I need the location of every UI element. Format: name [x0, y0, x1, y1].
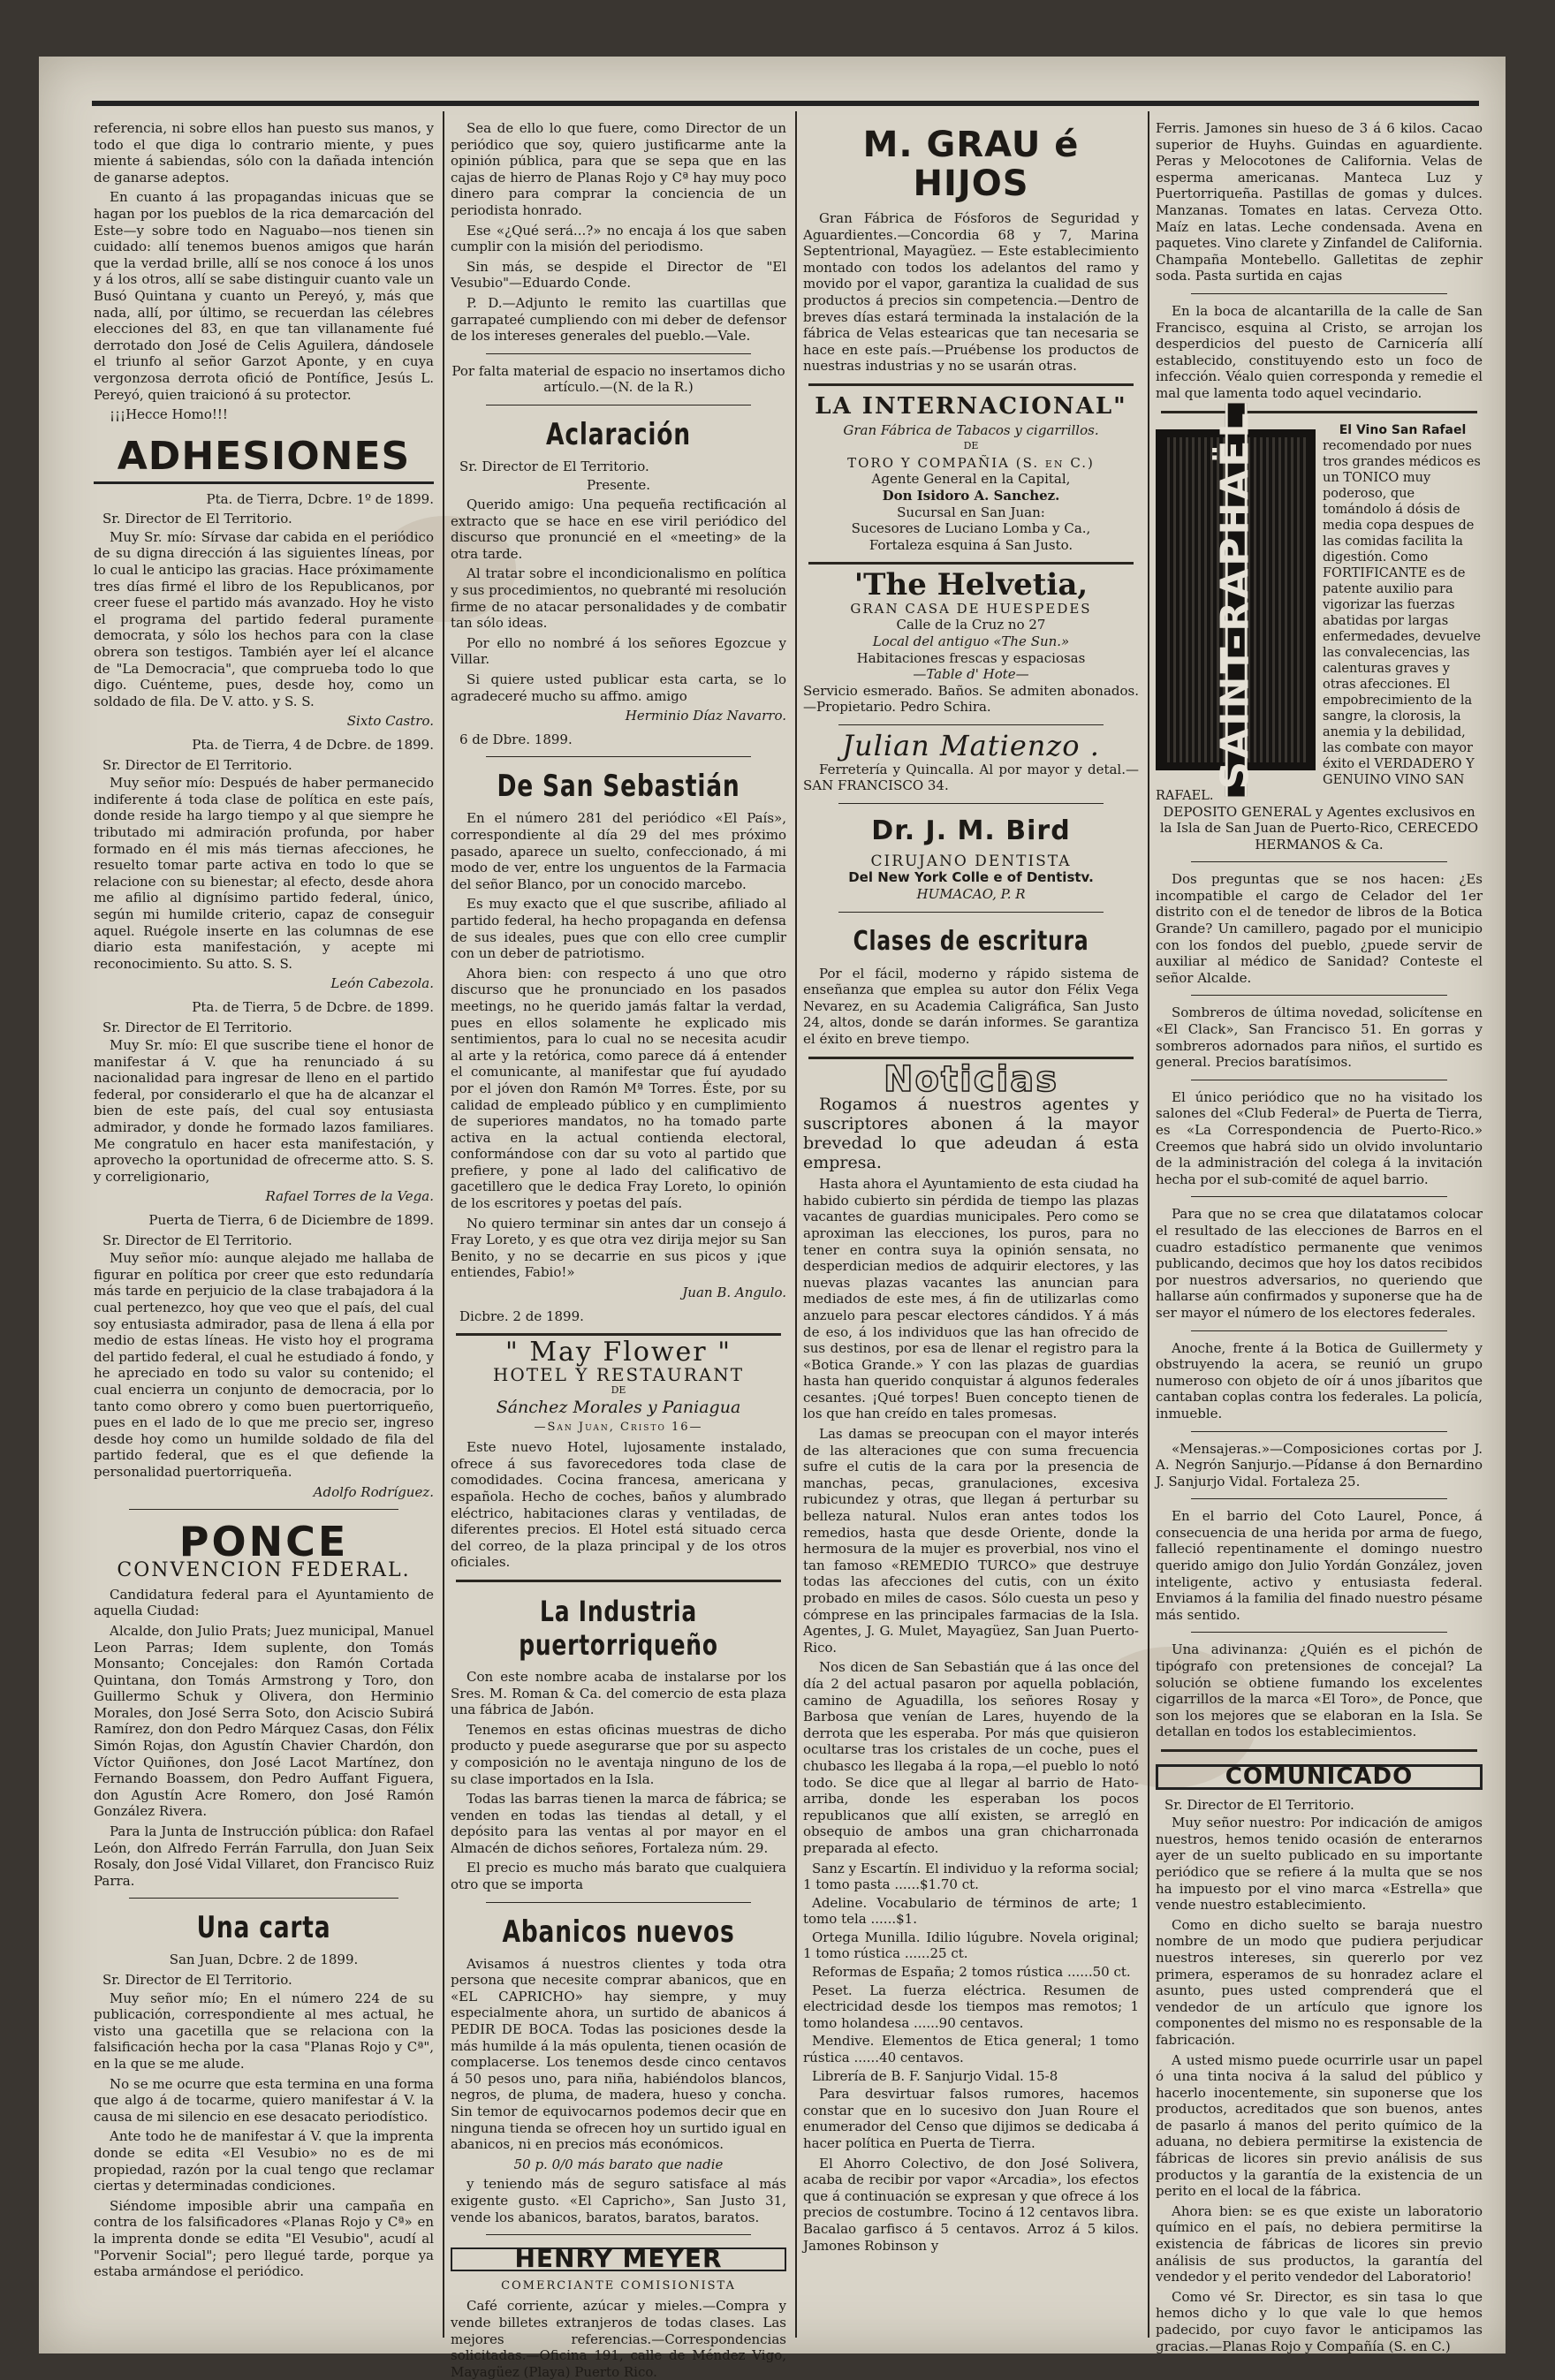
- separator: [1191, 1330, 1447, 1331]
- letter-body: Siéndome imposible abrir una campaña en contra de los falsificadores «Planas Rojo y Cª» en la imprenta donde se edita "El Vesubio", acudí al "Porvenir Social"; pero llegué tarde, porque ya estaba armándose el periódico.: [94, 2197, 434, 2280]
- ponce-subheading: CONVENCION FEDERAL.: [117, 1559, 411, 1582]
- letter-body: No se me ocurre que esta termina en una forma que algo á de tocarme, quiero manifestar á V. la causa de mi silencio en ese desacato periodístico.: [94, 2075, 434, 2125]
- internacional-ad: [803, 422, 1139, 554]
- meyer-heading: HENRY MEYER: [451, 2247, 786, 2271]
- letter-addressee: Sr. Director de El Territorio.: [102, 511, 292, 527]
- comunicado-heading: COMUNICADO: [1156, 1764, 1483, 1790]
- letter-signature: Herminio Díaz Navarro.: [625, 708, 786, 724]
- separator: [129, 1509, 398, 1510]
- letter-addressee: Sr. Director de El Territorio.: [102, 1232, 292, 1248]
- newspaper-page: [39, 57, 1506, 2380]
- separator: [1191, 1498, 1447, 1499]
- separator: [456, 1580, 781, 1582]
- noticias-lead: Rogamos á nuestros agentes y suscriptores abonen á la mayor brevedad lo que adeudan á esta empresa.: [803, 1095, 1139, 1173]
- noticias-heading: Noticias: [883, 1058, 1058, 1100]
- ad-line: —Table d' Hote—: [913, 666, 1029, 683]
- letter-addressee: Sr. Director de El Territorio.: [1164, 1796, 1354, 1813]
- letter-dateline: Pta. de Tierra, Dcbre. 1º de 1899.: [206, 490, 434, 507]
- letter-presente: Presente.: [586, 476, 651, 493]
- ad-line: Local del antiguo «The Sun.»: [872, 633, 1070, 650]
- article-paragraph: referencia, ni sobre ellos han puesto sus manos, y todo el que diga lo contrario miente, y pues miente á sabiendas, sólo con la dañada intención de ganarse adeptos.: [94, 120, 434, 186]
- ad-line: Agente General en la Capital,: [871, 471, 1071, 488]
- ad-line: GRAN CASA DE HUESPEDES: [850, 600, 1092, 617]
- bird-heading: Dr. J. M. Bird: [871, 815, 1071, 846]
- mayflower-de: DE: [611, 1384, 626, 1397]
- san-sebastian-heading: De San Sebastián: [497, 769, 740, 805]
- separator: [808, 383, 1134, 386]
- separator: [129, 1898, 398, 1899]
- news-paragraph: Nos dicen de San Sebastián que á las once del día 2 del actual pasaron por aquella población, camino de Aguadilla, los señores Rosay y Barbosa que venían de Lares, huyendo de la derrota que les esperaba. Por más que quisieron ocultarse tras los cristales de un coche, pues el chubasco les llegaba á la ropa,—el pueblo lo notó todo. Se dice que al llegar al barrio de Hato-arriba, donde les esperaban los pocos republicanos que allí existen, se arregló en obsequio de ambos una gran chicharronada preparada al efecto.: [803, 1659, 1139, 1856]
- separator: [1191, 995, 1447, 996]
- letter-body: Si quiere usted publicar esta carta, se lo agradeceré mucho su affmo. amigo: [451, 671, 786, 704]
- article-paragraph: Ese «¿Qué será...?» no encaja á los que saben cumplir con la misión del periodismo.: [451, 222, 786, 255]
- column-rule: [1148, 111, 1149, 2338]
- ad-line: Don Isidoro A. Sanchez.: [882, 487, 1060, 504]
- ad-body: El precio es mucho más barato que cualquiera otro que se importa: [451, 1860, 786, 1893]
- column-rule: [795, 111, 797, 2338]
- news-paragraph: Sombreros de última novedad, solicítense en «El Clack», San Francisco 51. En gorras y sombreros adornados para niños, el surtido es general. Precios baratísimos.: [1156, 1004, 1483, 1071]
- vino-body: recomendado por nues tros grandes médicos es un TONICO muy poderoso, que tomándolo á dósis de media copa despues de las comidas facilita la digestión. Como FORTIFICANTE es de patente auxilio para vigorizar las fuerzas abatidas por largas enfermedades, devuelve las convalecencias, las calenturas graves y otras afecciones. El empobrecimiento de la sangre, la clorosis, la anemia y la debilidad, las combate con mayor éxito el VERDADERO Y GENUINO VINO SAN RAFAEL.: [1156, 438, 1481, 803]
- letter-addressee: Sr. Director de El Territorio.: [102, 1019, 292, 1035]
- letter-date: Dicbre. 2 de 1899.: [459, 1307, 584, 1324]
- letter-body: Muy señor mío; En el número 224 de su publicación, correspondiente al mes actual, he visto una gacetilla que se relaciona con la falsificación hecha por la casa "Planas Rojo y Cª", en la que se me alude.: [94, 1990, 434, 2072]
- ad-line: Servicio esmerado. Baños. Se admiten abonados.—Propietario. Pedro Schira.: [803, 682, 1139, 716]
- deposito-line: DEPOSITO GENERAL y Agentes exclusivos en la Isla de San Juan de Puerto-Rico, CERECEDO HERMANOS & Ca.: [1159, 803, 1479, 853]
- separator: [1161, 1749, 1477, 1752]
- separator: [1191, 1196, 1447, 1197]
- column-3: [803, 120, 1139, 2336]
- ad-body: Gran Fábrica de Fósforos de Seguridad y Aguardientes.—Concordia 68 y 7, Marina Septentrional, Mayagüez. — Este establecimiento montado con todos los adelantos del ramo y movido por el vapor, garantiza la cualidad de sus productos á precios sin competencia.—Dentro de breves días estará terminada la instalación de la fábrica de Velas estearicas que tan necesaria se hace en este país.—Pruébense los productos de nuestras industrias y no se usarán otras.: [803, 210, 1139, 375]
- separator: [486, 353, 751, 354]
- ad-line: Gran Fábrica de Tabacos y cigarrillos.: [843, 421, 1099, 438]
- ad-line: HUMACAO, P. R: [916, 886, 1026, 902]
- book-listing: Adeline. Vocabulario de términos de arte; 1 tomo tela ......$1.: [803, 1894, 1139, 1928]
- meyer-subheading: COMERCIANTE COMISIONISTA: [501, 2278, 736, 2293]
- separator: [1191, 1431, 1447, 1432]
- ad-body: Por el fácil, moderno y rápido sistema de enseñanza que emplea su autor don Félix Vega Nevarez, en su Academia Caligráfica, San Justo 24, altos, donde se darán informes. Se garantiza el éxito en breve tiempo.: [803, 965, 1139, 1047]
- letter-addressee: Sr. Director de El Territorio.: [102, 1972, 292, 1988]
- news-paragraph: Dos preguntas que se nos hacen: ¿Es incompatible el cargo de Celador del 1er distrito con el de tenedor de libros de la Botica Grande? Un camillero, pagado por el municipio con los fondos del pueblo, ¿puede servir de auxiliar al médico de Sanidad? Conteste el señor Alcalde.: [1156, 871, 1483, 986]
- letter-body: Al tratar sobre el incondicionalismo en política y sus procedimientos, no quebranté mi resolución firme de no atacar personalidades y de combatir tan sólo ideas.: [451, 565, 786, 632]
- ad-body: y teniendo más de seguro satisface al más exigente gusto. «El Capricho», San Justo 31, vende los abanicos, baratos, baratos, baratos.: [451, 2176, 786, 2225]
- separator: [456, 1333, 781, 1336]
- separator: [1191, 1632, 1447, 1633]
- article-paragraph: Para la Junta de Instrucción pública: don Rafael León, don Alfredo Ferrán Farrulla, don Juan Seix Rosaly, don José Vidal Villaret, don Francisco Ruiz Parra.: [94, 1823, 434, 1889]
- letter-dateline: San Juan, Dcbre. 2 de 1899.: [169, 1952, 359, 1968]
- poster-brand-text: SAINT-RAPHAËL: [1225, 403, 1247, 796]
- letter-date: 6 de Dbre. 1899.: [459, 731, 573, 747]
- column-2: [451, 120, 786, 2380]
- letter-body: Por ello no nombré á los señores Egozcue y Villar.: [451, 634, 786, 668]
- letter-body: Muy Sr. mío: El que suscribe tiene el honor de manifestar á V. que ha renunciado á su nacionalidad para ingresar de lleno en el partido federal, por considerarlo el que ha de alcanzar el bien de este país, del cual soy entusiasta admirador, y donde he formado lazos familiares. Me congratulo en hacer esta manifestación, y aprovecho la oportunidad de ofrecerme atto. S. S. y correligionario,: [94, 1037, 434, 1185]
- news-paragraph: Para que no se crea que dilatatamos colocar el resultado de las elecciones de Barros en el cuadro estadístico permanente que venimos publicando, decimos que hoy los datos recibidos por nuestros adversarios, no queriendo que hallarse aún confirmados y suponerse que ha de ser mayor el número de los electores federales.: [1156, 1206, 1483, 1321]
- ad-body: Café corriente, azúcar y mieles.—Compra y vende billetes extranjeros de todas clases. Las mejores referencias.—Correspondencias solicitadas.—Oficina 191, calle de Méndez Vigo, Mayagüez (Playa) Puerto Rico.: [451, 2298, 786, 2380]
- abanicos-heading: Abanicos nuevos: [502, 1914, 735, 1950]
- book-listing: Librería de B. F. Sanjurjo Vidal. 15-8: [812, 2067, 1058, 2084]
- book-listing: Sanz y Escartín. El individuo y la reforma social; 1 tomo pasta ......$1.70 ct.: [803, 1860, 1139, 1893]
- letter-body: Ante todo he de manifestar á V. que la imprenta donde se edita «El Vesubio» no es de mi propiedad, razón por la cual tengo que reclamar ciertas y determinadas condiciones.: [94, 2128, 434, 2194]
- letter-addressee: Sr. Director de El Territorio.: [459, 458, 649, 474]
- ad-body: Este nuevo Hotel, lujosamente instalado, ofrece á sus favorecedores toda clase de comodidades. Cocina francesa, americana y española. Hecho de coches, baños y alumbrado eléctrico, habitaciones claras y ventiladas, de diferentes precios. El Hotel está situado cerca del correo, de la plaza principal y de los otros oficiales.: [451, 1439, 786, 1571]
- ad-body: Ferretería y Quincalla. Al por mayor y detal.—SAN FRANCISCO 34.: [803, 761, 1139, 794]
- news-paragraph: «Mensajeras.»—Composiciones cortas por J. A. Negrón Sanjurjo.—Pídanse á don Bernardino J. Sanjurjo Vidal. Fortaleza 25.: [1156, 1440, 1483, 1489]
- book-listing: Mendive. Elementos de Etica general; 1 tomo rústica ......40 centavos.: [803, 2033, 1139, 2066]
- column-1: [94, 120, 434, 2336]
- letter-body: Muy señor mío: Después de haber permanecido indiferente á toda clase de política en este país, donde reside ha largo tiempo y al que siempre he tributado mi admiración profunda, por haber formado en él mis más tiernas afecciones, he resuelto tomar parte activa en todo lo que se relacione con su bienestar; al efecto, desde ahora me afilio al dignísimo partido federal, único, según mi humilde criterio, capaz de conseguir aquel. Ruégole inserte en las columnas de ese diario esta manifestación, y acepte mi reconocimiento. Su atto. S. S.: [94, 775, 434, 972]
- column-rule: [443, 111, 444, 2338]
- letter-body: Querido amigo: Una pequeña rectificación al extracto que se hace en ese viril periódico del discurso que pronuncié en el «meeting» de la otra tarde.: [451, 496, 786, 562]
- separator: [808, 562, 1134, 565]
- mayflower-title: " May Flower ": [504, 1337, 732, 1368]
- letter-signature: Rafael Torres de la Vega.: [265, 1188, 434, 1205]
- letter-body: Ahora bien: se es que existe un laboratorio químico en el país, no debiera permitirse la existencia de fábricas de licores sin previo análisis de sus productos, la garantía del vendedor y el perito vendedor del Laboratorio!: [1156, 2202, 1483, 2285]
- vino-san-rafael-ad: [1156, 410, 1483, 804]
- letter-body: Muy señor nuestro: Por indicación de amigos nuestros, hemos tenido ocasión de enterarnos ayer de un suelto publicado en su importante periódico que se refiere á la multa que se nos ha impuesto por el vino marca «Estrella» que vende nuestro establecimiento.: [1156, 1815, 1483, 1914]
- mayflower-subtitle: HOTEL Y RESTAURANT: [492, 1363, 745, 1385]
- article-paragraph: No quiero terminar sin antes dar un consejo á Fray Loreto, y es que otra vez dirija mejor su San Benito, y no se decarrie en sus picos y ¡que entiendes, Fabio!»: [451, 1215, 786, 1281]
- adhesiones-heading: ADHESIONES: [94, 436, 434, 484]
- article-paragraph: Sin más, se despide el Director de "El Vesubio"—Eduardo Conde.: [451, 258, 786, 292]
- letter-signature: Adolfo Rodríguez.: [313, 1483, 434, 1500]
- internacional-heading: LA INTERNACIONAL": [815, 392, 1127, 420]
- ad-line: Sucesores de Luciano Lomba y Ca.,: [851, 520, 1091, 537]
- editor-note: Por falta material de espacio no insertamos dicho artículo.—(N. de la R.): [451, 362, 785, 396]
- letter-body: Como vé Sr. Director, es sin tasa lo que hemos dicho y lo que vale lo que hemos padecido, por cuyo favor le anticipamos las gracias.—Planas Rojo y Compañía (S. en C.): [1156, 2288, 1483, 2354]
- book-listing: Reformas de España; 2 tomos rústica ......50 ct.: [812, 1964, 1131, 1981]
- ad-body: Avisamos á nuestros clientes y toda otra persona que necesite comprar abanicos, que en «EL CAPRICHO» hay siempre, y muy especialmente ahora, un surtido de abanicos á PEDIR DE BOCA. Todas las posiciones desde la más humilde á la más opulenta, tienen ocasión de complacerse. Los tenemos desde cinco centavos á 50 pesos uno, para niña, habiéndolos blancos, negros, de pluma, de madera, hueso y concha. Sin temor de equivocarnos podemos decir que en ninguna tienda se ofrecen hoy un surtido igual en abanicos, ni en precios más económicos.: [451, 1955, 786, 2153]
- grau-heading: M. GRAU é HIJOS: [862, 125, 1080, 204]
- letter-dateline: Puerta de Tierra, 6 de Diciembre de 1899.: [148, 1212, 434, 1229]
- letter-body: Muy señor mío: aunque alejado me hallaba de figurar en política por creer que esto redundaría más tarde en perjuicio de la clase trabajadora á la cual pertenezco, hoy que veo que el país, del cual soy entusiasta admirador, pasa de llena á ella por medio de estas líneas. He visto hoy el programa del partido federal, el cual he estudiado á fondo, y he apreciado en todo su valor su contenido; el cual encierra un conjunto de democracia, por lo tanto como obrero y como buen puertorriqueño, pues en el lado de lo que me precio ser, ingreso desde hoy como un humilde soldado de fila del partido federal, que es el que defiende la personalidad puertorriqueña.: [94, 1250, 434, 1480]
- news-paragraph: El Ahorro Colectivo, de don José Solivera, acaba de recibir por vapor «Arcadia», los efectos que á continuación se expresan y que ofrece á los precios de costumbre. Tocino á 12 centavos libra. Bacalao garfisco á 5 centavos. Arroz á 5 kilos. Jamones Robinson y: [803, 2155, 1139, 2254]
- column-4: [1156, 120, 1483, 2354]
- news-paragraph: Anoche, frente á la Botica de Guillermety y obstruyendo la acera, se reunió un grupo numeroso con objeto de oír á unos jíbaritos que cantaban coplas contra los federales. La policía, inmueble.: [1156, 1339, 1483, 1421]
- letter-addressee: Sr. Director de El Territorio.: [102, 756, 292, 773]
- letter-signature: León Cabezola.: [330, 975, 434, 992]
- industria-heading: La Industria puertorriqueño: [519, 1594, 718, 1662]
- separator: [838, 912, 1104, 913]
- article-paragraph: En cuanto á las propagandas inicuas que se hagan por los pueblos de la rica demarcación del Este—y sobre todo en Naguabo—nos tienen sin cuidado: allí tenemos buenos amigos que harán que la verdad brille, allí se nos conoce á los unos y á los otros, allí se sabe distinguir cuanto vale un Busó Quintana y cuanto un Pereyó, y, más que nada, allí, por último, se recuerdan las célebres elecciones del 83, en que tan villanamente fué derrotado don José de Celis Aguilera, dándosele el triunfo al señor Garzot Aponte, y en cuya vergonzosa derrota ofició de Pontífice, Jesús L. Pereyó, quien traicionó á su protector.: [94, 189, 434, 403]
- letter-signature: Juan B. Angulo.: [682, 1285, 786, 1301]
- ad-line: DE: [963, 440, 979, 452]
- article-paragraph: En el número 281 del periódico «El País», correspondiente al día 29 del mes próximo pasado, aparece un suelto, confeccionado, á mi modo de ver, entre los unguentos de la Farmacia del señor Blanco, por un conocido marcebo.: [451, 810, 786, 892]
- ad-body: Tenemos en estas oficinas muestras de dicho producto y puede asegurarse que por su aspecto y composición no le aventaja ninguno de los de su clase importados en la Isla.: [451, 1721, 786, 1787]
- separator: [1191, 293, 1447, 294]
- news-paragraph: Ferris. Jamones sin hueso de 3 á 6 kilos. Cacao superior de Huyhs. Guindas en aguardiente. Peras y Melocotones de California. Velas de esperma americanas. Manteca Luz y Puertorriqueña. Pastillas de gomas y dulces. Manzanas. Tomates en latas. Cerveza Otto. Maíz en latas. Leche condensada. Avena en paquetes. Vino clarete y Zinfandel de California. Champaña Montebello. Galletitas de zephir soda. Pasta surtida en cajas: [1156, 120, 1483, 284]
- ad-tagline: 50 p. 0/0 más barato que nadie: [513, 2156, 724, 2172]
- top-rule: [92, 101, 1479, 106]
- article-paragraph: Alcalde, don Julio Prats; Juez municipal, Manuel Leon Parras; Idem suplente, don Tomás Monsanto; Concejales: don Ramón Cortada Quintana, don Tomás Armstrong y Toro, don Guillermo Schuk y Olivera, don Herminio Morales, don José Serra Soto, don Aciscio Subirá Ramírez, don don Pedro Márquez Casas, don Félix Simón Rojas, don Agustín Chavier Chardón, don Víctor Quiñones, don José Lacot Martínez, don Fernando Boassem, don Pedro Auffant Figuera, don Agustín Acre Romero, don José Ramón González Rivera.: [94, 1622, 434, 1820]
- clases-heading: Clases de escritura: [853, 925, 1089, 957]
- separator: [1161, 411, 1477, 413]
- news-paragraph: El único periódico que no ha visitado los salones del «Club Federal» de Puerta de Tierra, es «La Correspondencia de Puerto-Rico.» Creemos que habrá sido un olvido involuntario de la administración del colega á la invitación hecha por el sub-comité de aquel barrio.: [1156, 1088, 1483, 1187]
- news-paragraph: En el barrio del Coto Laurel, Ponce, á consecuencia de una herida por arma de fuego, falleció repentinamente el domingo nuestro querido amigo don Julio Yordán González, joven inteligente, activo y entusiasta federal. Enviamos á la familia del finado nuestro pésame más sentido.: [1156, 1508, 1483, 1623]
- news-paragraph: Una adivinanza: ¿Quién es el pichón de tipógrafo con pretensiones de concejal? La solución se obtiene fumando los excelentes cigarrillos de la marca «El Toro», de Ponce, que son los mejores que se elaboran en la Isla. Se detallan en todos los establecimientos.: [1156, 1641, 1483, 1740]
- separator: [486, 405, 751, 406]
- carta-heading: Una carta: [196, 1910, 331, 1946]
- ad-line: Habitaciones frescas y espaciosas: [856, 649, 1086, 666]
- aclaracion-heading: Aclaración: [546, 416, 691, 452]
- separator: [1191, 861, 1447, 862]
- separator: [838, 803, 1104, 804]
- helvetia-ad: [803, 601, 1139, 716]
- letter-body: Muy Sr. mío: Sírvase dar cabida en el periódico de su digna dirección á las siguientes líneas, por lo cual le anticipo las gracias. Hace próximamente tres días firmé el libro de los Republicanos, por creer fuese el partido más avanzado. Hoy he visto el programa del partido federal puramente democrata, y sólo los hechos para con la clase obrera son testigos. También ayer leí el alcance de "La Democracia", que comprueba todo lo que digo. Cuénteme, pues, desde hoy, como un soldado de fila. De V. atto. y S. S.: [94, 528, 434, 709]
- letter-body: Como en dicho suelto se baraja nuestro nombre de un modo que pudiera perjudicar nuestros intereses, sin quererlo por vez primera, esperamos de su honradez aclare el asunto, pues usted comprenderá que el vendedor de un artículo que ignore los componentes del mismo no es responsable de la fabricación.: [1156, 1916, 1483, 2048]
- letter-dateline: Pta. de Tierra, 4 de Dcbre. de 1899.: [192, 737, 434, 753]
- ad-body: Todas las barras tienen la marca de fábrica; se venden en todas las tiendas al detall, y el depósito para las ventas al por mayor en el Almacén de dichos señores, Fortaleza núm. 29.: [451, 1791, 786, 1856]
- news-paragraph: Las damas se preocupan con el mayor interés de las alteraciones que con suma frecuencia sufre el cutis de la cara por la presencia de manchas, pecas, granulaciones, excesiva rubicundez y otras, que llegan á perturbar su belleza natural. Nulos eran antes todos los remedios, hasta que desde Oriente, donde la hermosura de la mujer es proverbial, nos vino el tan famoso «REMEDIO TURCO» que destruye todas las afecciones del cutis, con un éxito probado en miles de casos. Sólo cuesta un peso y cómprese en las principales farmacias de la Isla. Agentes, J. G. Mulet, Mayagüez, San Juan Puerto-Rico.: [803, 1426, 1139, 1656]
- article-paragraph: Candidatura federal para el Ayuntamiento de aquella Ciudad:: [94, 1586, 434, 1619]
- letter-body: A usted mismo puede ocurrirle usar un papel ó una tinta nociva á la salud del público y hacerlo inocentemente, sin suponerse que los productos, acreditados que son buenos, antes de pasarlo á manos del perito químico de la aduana, no debiera permitirse la existencia de fábricas de licores sin previo análisis de sus productos y la garantía de la existencia de un perito en el local de la fábrica.: [1156, 2051, 1483, 2200]
- news-paragraph: Hasta ahora el Ayuntamiento de esta ciudad ha habido cubierto sin pérdida de tiempo las plazas vacantes de guardias municipales. Pero como se aproximan las elecciones, los puros, para no tener en contra suya la opinión sensata, no desperdician medios de adquirir electores, y las nuevas plazas vacantes las anuncian para mediados de este mes, á fin de utilizarlas como anzuelo para pescar electores cándidos. Y á más de eso, á los individuos que las han ofrecido de sus destinos, por esa de llenar el registro para la «Botica Grande.» Y con las plazas de guardias hasta han querido conquistar á algunos federales cesantes. ¡Qué torpes! Buen concepto tienen de los que han creído en tales promesas.: [803, 1176, 1139, 1422]
- separator: [838, 724, 1104, 725]
- news-paragraph: Para desvirtuar falsos rumores, hacemos constar que en lo sucesivo don Juan Roure el enumerador del Censo que dijimos se dedicaba á hacer política en Puerta de Tierra.: [803, 2086, 1139, 2151]
- helvetia-heading: 'The Helvetia,: [853, 567, 1088, 603]
- article-paragraph: ¡¡¡Hecce Homo!!!: [110, 406, 228, 423]
- bird-ad: [803, 853, 1139, 903]
- ponce-heading: PONCE: [178, 1518, 349, 1566]
- letter-signature: Sixto Castro.: [346, 713, 434, 730]
- saint-raphael-poster: [1156, 410, 1316, 789]
- ad-line: Sucursal en San Juan:: [897, 504, 1045, 520]
- news-paragraph: En la boca de alcantarilla de la calle de San Francisco, esquina al Cristo, se arrojan los desperdicios del puesto de Carnicería allí establecido, constituyendo esto un foco de infección. Véalo quien corresponda y remedie el mal que lamenta todo aquel vecindario.: [1156, 302, 1483, 401]
- article-paragraph: P. D.—Adjunto le remito las cuartillas que garrapateé cumpliendo con mi deber de defensor de los intereses generales del pueblo.—Vale.: [451, 294, 786, 345]
- separator: [486, 2234, 751, 2235]
- ad-line: Fortaleza esquina á San Justo.: [869, 536, 1073, 553]
- article-paragraph: Ahora bien: con respecto á uno que otro discurso que he pronunciado en los pasados meetings, no he querido jamás faltar la verdad, pues en ellos solamente he explicado mis sentimientos, para lo cual no se necesita acudir al arte y la retórica, como parece dá á entender el comunicante, al manifestar que fuí ayudado por el jóven don Ramón Mª Torres. Éste, por su calidad de empleado público y en cumplimiento de superiores mandatos, no ha tomado parte activa en la actual contienda electoral, conformándose con dar su voto al partido que prefiere, y pone al lado del calificativo de gacetillero que le dedica Fray Loreto, lo opinión de los escritores y poetas del país.: [451, 965, 786, 1212]
- separator: [486, 756, 751, 757]
- ad-line: Calle de la Cruz no 27: [896, 617, 1046, 633]
- article-paragraph: Sea de ello lo que fuere, como Director de un periódico que soy, quiero justificarme ante la opinión pública, para que se sepa que en las cajas de hierro de Planas Rojo y Cª hay muy poco dinero para comprar la conciencia de un periodista honrado.: [451, 120, 786, 218]
- book-listing: Peset. La fuerza eléctrica. Resumen de electricidad desde los tiempos mas remotos; 1 tomo holandesa ......90 centavos.: [803, 1982, 1139, 2031]
- mayflower-ad: [451, 1337, 786, 1436]
- ad-body: Con este nombre acaba de instalarse por los Sres. M. Roman & Ca. del comercio de esta plaza una fábrica de Jabón.: [451, 1668, 786, 1718]
- book-listing: Ortega Munilla. Idilio lúgubre. Novela original; 1 tomo rústica ......25 ct.: [803, 1929, 1139, 1962]
- mayflower-address: —San Juan, Cristo 16—: [534, 1420, 703, 1434]
- ad-line: CIRUJANO DENTISTA: [870, 852, 1072, 870]
- vino-title: El Vino San Rafael: [1339, 422, 1467, 437]
- separator: [486, 1902, 751, 1903]
- ad-line: TORO Y COMPAÑIA (S. en C.): [847, 454, 1095, 471]
- ad-line: Del New York Colle e of Dentistv.: [848, 869, 1094, 886]
- mayflower-owners: Sánchez Morales y Paniagua: [496, 1398, 741, 1417]
- article-paragraph: Es muy exacto que el que suscribe, afiliado al partido federal, ha hecho propaganda en defensa de sus ideales, pues que con ello cree cumplir con un deber de patriotismo.: [451, 896, 786, 962]
- letter-dateline: Pta. de Tierra, 5 de Dcbre. de 1899.: [192, 998, 434, 1015]
- matienzo-heading: Julian Matienzo .: [842, 729, 1100, 763]
